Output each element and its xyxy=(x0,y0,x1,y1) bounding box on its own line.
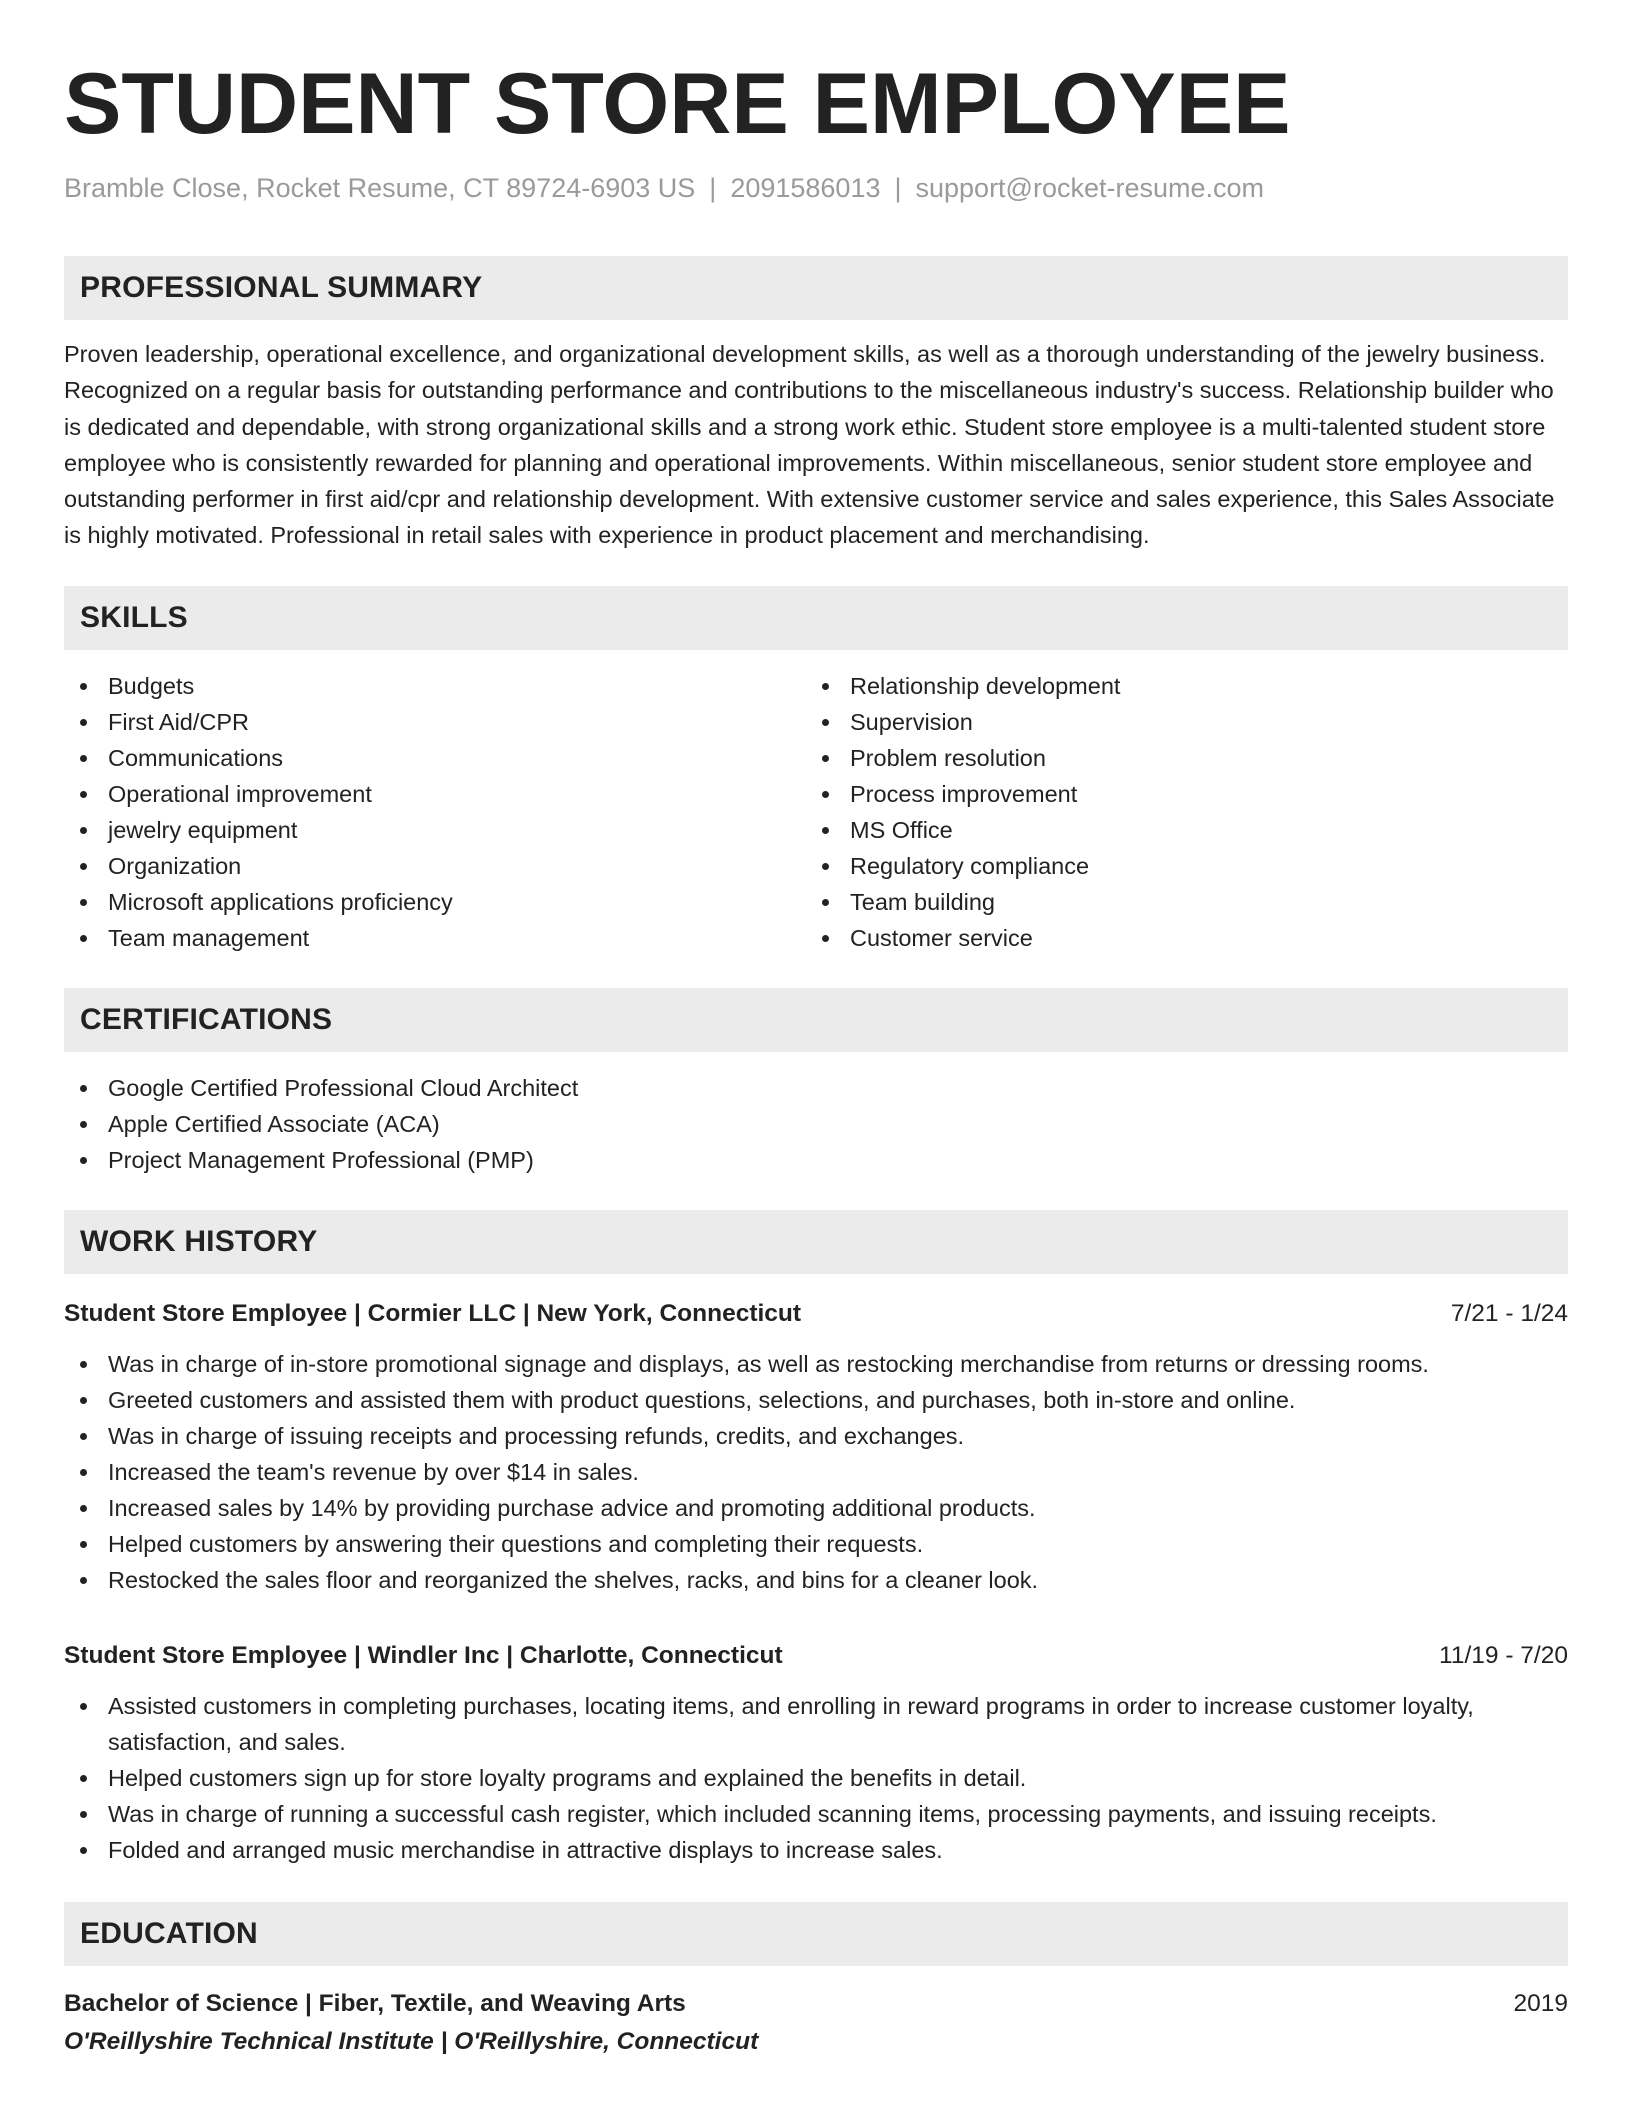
certification-item: Google Certified Professional Cloud Architect xyxy=(64,1070,1568,1106)
skill-item: Team management xyxy=(64,920,806,956)
skill-item: Supervision xyxy=(806,704,1548,740)
skill-item: Microsoft applications proficiency xyxy=(64,884,806,920)
skill-item: Relationship development xyxy=(806,668,1548,704)
section-heading-certifications: CERTIFICATIONS xyxy=(64,988,1568,1052)
job-title: Student Store Employee | Cormier LLC | New York, Connecticut xyxy=(64,1299,802,1327)
education-degree: Bachelor of Science | Fiber, Textile, and Weaving Arts xyxy=(64,1989,686,2017)
skill-item: Customer service xyxy=(806,920,1548,956)
skills-column-left xyxy=(64,668,806,956)
job-bullet: Was in charge of running a successful cash register, which included scanning items, processing payments, and issuing receipts. xyxy=(64,1796,1568,1832)
resume-page xyxy=(64,56,1568,2060)
job-bullet: Helped customers sign up for store loyalty programs and explained the benefits in detail. xyxy=(64,1760,1568,1796)
skills-column-right xyxy=(806,668,1548,956)
skill-item: Operational improvement xyxy=(64,776,806,812)
job-bullet: Folded and arranged music merchandise in attractive displays to increase sales. xyxy=(64,1832,1568,1868)
contact-separator: | xyxy=(709,173,717,203)
section-heading-summary: PROFESSIONAL SUMMARY xyxy=(64,256,1568,320)
job-bullet: Was in charge of issuing receipts and processing refunds, credits, and exchanges. xyxy=(64,1418,1568,1454)
job-bullets xyxy=(64,1346,1568,1598)
contact-separator: | xyxy=(894,173,902,203)
skills-list xyxy=(64,668,1568,956)
job-dates: 11/19 - 7/20 xyxy=(1439,1641,1568,1669)
skill-item: First Aid/CPR xyxy=(64,704,806,740)
section-heading-work-history: WORK HISTORY xyxy=(64,1210,1568,1274)
page-title: STUDENT STORE EMPLOYEE xyxy=(64,56,1291,152)
summary-text: Proven leadership, operational excellence, and organizational development skills, as well as a thorough understanding of the jewelry business. Recognized on a regular basis for outstanding performance and contributions to the miscellaneous industry's success. Relationship builder who is dedicated and dependable, with strong organizational skills and a strong work ethic. Student store employee is a multi-talented student store employee who is consistently rewarded for planning and operational improvements. Within miscellaneous, senior student store employee and outstanding performer in first aid/cpr and relationship development. With extensive customer service and sales experience, this Sales Associate is highly motivated. Professional in retail sales with experience in product placement and merchandising. xyxy=(64,341,1555,549)
skill-item: Organization xyxy=(64,848,806,884)
certification-item: Project Management Professional (PMP) xyxy=(64,1142,1568,1178)
skill-item: Team building xyxy=(806,884,1548,920)
job-bullet: Greeted customers and assisted them with product questions, selections, and purchases, both in-store and online. xyxy=(64,1382,1568,1418)
education-school: O'Reillyshire Technical Institute | O'Reillyshire, Connecticut xyxy=(64,2027,759,2055)
job-bullet: Restocked the sales floor and reorganized the shelves, racks, and bins for a cleaner look. xyxy=(64,1562,1568,1598)
skill-item: Budgets xyxy=(64,668,806,704)
job-header xyxy=(64,1296,1568,1332)
job-dates: 7/21 - 1/24 xyxy=(1450,1299,1568,1327)
job-entry xyxy=(64,1638,1568,1868)
contact-email: support@rocket-resume.com xyxy=(915,173,1265,203)
skill-item: Process improvement xyxy=(806,776,1548,812)
contact-phone: 2091586013 xyxy=(730,173,881,203)
skill-item: MS Office xyxy=(806,812,1548,848)
job-bullet: Increased sales by 14% by providing purchase advice and promoting additional products. xyxy=(64,1490,1568,1526)
certifications-list xyxy=(64,1070,1568,1178)
certification-item: Apple Certified Associate (ACA) xyxy=(64,1106,1568,1142)
education-header xyxy=(64,1986,1568,2022)
job-bullet: Was in charge of in-store promotional signage and displays, as well as restocking merchandise from returns or dressing rooms. xyxy=(64,1346,1568,1382)
job-bullets xyxy=(64,1688,1568,1868)
section-heading-education: EDUCATION xyxy=(64,1902,1568,1966)
skill-item: jewelry equipment xyxy=(64,812,806,848)
job-header xyxy=(64,1638,1568,1674)
job-bullet: Helped customers by answering their questions and completing their requests. xyxy=(64,1526,1568,1562)
skill-item: Communications xyxy=(64,740,806,776)
contact-address: Bramble Close, Rocket Resume, CT 89724-6903 US xyxy=(64,173,696,203)
job-bullet: Assisted customers in completing purchases, locating items, and enrolling in reward programs in order to increase customer loyalty, satisfaction, and sales. xyxy=(64,1688,1568,1760)
section-heading-skills: SKILLS xyxy=(64,586,1568,650)
skill-item: Problem resolution xyxy=(806,740,1548,776)
education-year: 2019 xyxy=(1513,1989,1568,2017)
job-entry xyxy=(64,1296,1568,1598)
job-bullet: Increased the team's revenue by over $14 in sales. xyxy=(64,1454,1568,1490)
contact-line xyxy=(64,170,1568,206)
job-title: Student Store Employee | Windler Inc | Charlotte, Connecticut xyxy=(64,1641,783,1669)
skill-item: Regulatory compliance xyxy=(806,848,1548,884)
